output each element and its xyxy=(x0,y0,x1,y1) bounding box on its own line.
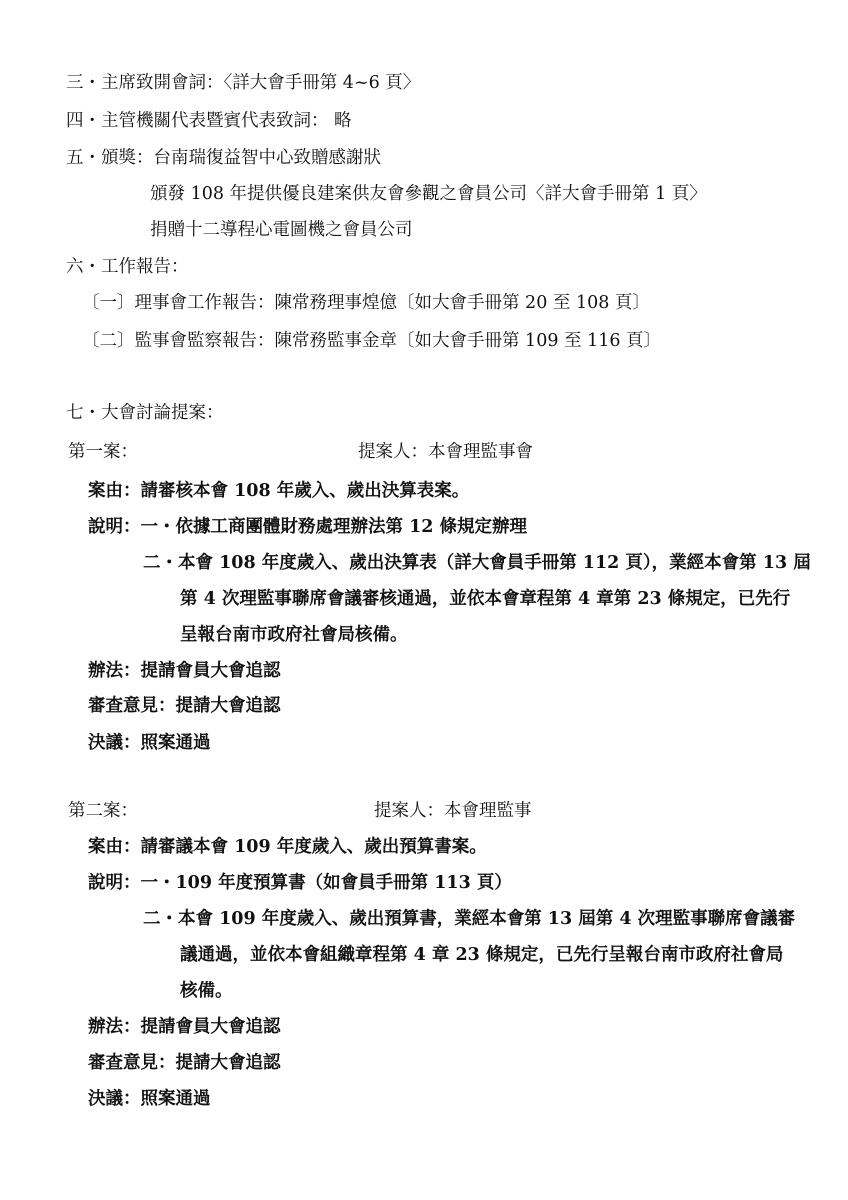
awards-line-2: 捐贈十二導程心電圖機之會員公司 xyxy=(150,220,413,240)
case2-explanation-2b: 議通過，並依本會組織章程第 4 章 23 條規定，已先行呈報台南市政府社會局 xyxy=(180,945,784,965)
case2-explanation-2c: 核備。 xyxy=(180,981,233,1001)
awards-line-1: 頒發 108 年提供優良建案供友會參觀之會員公司〈詳大會手冊第 1 頁〉 xyxy=(150,184,707,204)
agenda-item-proposals: 七・大會討論提案： xyxy=(66,403,224,423)
case2-explanation-2a: 二・本會 109 年度歲入、歲出預算書，業經本會第 13 屆第 4 次理監事聯席會議審 xyxy=(143,909,796,929)
work-report-supervisors: 〔二〕監事會監察報告：陳常務監事金章〔如大會手冊第 109 至 116 頁〕 xyxy=(82,331,662,351)
case2-explanation-1: 說明：一・109 年度預算書（如會員手冊第 113 頁） xyxy=(88,873,512,893)
case2-label: 第二案： xyxy=(68,801,138,821)
work-report-board: 〔一〕理事會工作報告：陳常務理事煌億〔如大會手冊第 20 至 108 頁〕 xyxy=(82,293,650,313)
case1-explanation-2c: 呈報台南市政府社會局核備。 xyxy=(180,625,408,645)
case1-resolution: 決議：照案通過 xyxy=(88,733,211,753)
case1-proposer: 提案人：本會理監事會 xyxy=(358,442,533,462)
case1-explanation-2b: 第 4 次理監事聯席會議審核通過，並依本會章程第 4 章第 23 條規定，已先行 xyxy=(180,589,791,609)
case2-review: 審查意見：提請大會追認 xyxy=(88,1053,281,1073)
agenda-item-guest-speech: 四・主管機關代表暨賓代表致詞： 略 xyxy=(66,111,352,131)
case1-method: 辦法：提請會員大會追認 xyxy=(88,661,281,681)
agenda-item-opening-speech: 三・主席致開會詞：〈詳大會手冊第 4~6 頁〉 xyxy=(66,73,421,93)
case1-label: 第一案： xyxy=(68,442,138,462)
case1-explanation-1: 說明：一・依據工商團體財務處理辦法第 12 條規定辦理 xyxy=(88,517,528,537)
agenda-item-work-report: 六・工作報告： xyxy=(66,257,189,277)
case1-explanation-2a: 二・本會 108 年度歲入、歲出決算表（詳大會員手冊第 112 頁），業經本會第 13 屆 xyxy=(143,553,811,573)
case2-method: 辦法：提請會員大會追認 xyxy=(88,1017,281,1037)
agenda-item-awards: 五・頒獎：台南瑞復益智中心致贈感謝狀 xyxy=(66,148,381,168)
case1-reason: 案由：請審核本會 108 年歲入、歲出決算表案。 xyxy=(88,481,470,501)
case1-review: 審查意見：提請大會追認 xyxy=(88,696,281,716)
case2-resolution: 決議：照案通過 xyxy=(88,1089,211,1109)
case2-proposer: 提案人：本會理監事 xyxy=(374,801,532,821)
case2-reason: 案由：請審議本會 109 年度歲入、歲出預算書案。 xyxy=(88,837,487,857)
